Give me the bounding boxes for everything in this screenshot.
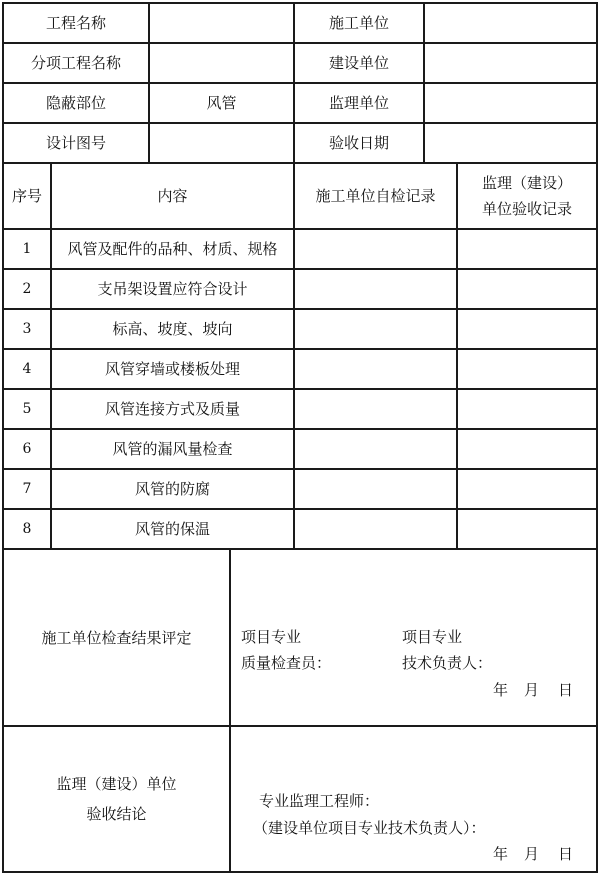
row-number: 7 [22,481,32,497]
self-check-cell[interactable] [295,430,456,468]
supervision-cell[interactable] [458,270,596,308]
row-number: 5 [22,401,32,417]
concealed-part-label: 隐蔽部位 [45,94,106,112]
row-content: 风管穿墙或楼板处理 [104,360,240,378]
inspector-line1: 项目专业 [241,628,302,646]
row-content: 风管的漏风量检查 [112,440,233,458]
project-name-label: 工程名称 [45,14,106,32]
owner-tech-lead: （建设单位项目专业技术负责人）： [253,819,486,837]
self-check-cell[interactable] [295,350,456,388]
conclusion-date-month: 月 [524,845,540,863]
row-number: 2 [22,281,32,297]
construction-unit-value[interactable] [425,4,596,42]
sub-project-value[interactable] [150,44,293,82]
supervision-unit-label: 监理单位 [328,94,389,112]
col-seq-header: 序号 [11,187,42,205]
self-check-cell[interactable] [295,510,456,548]
col-supervision-line2: 单位验收记录 [481,200,572,218]
owner-unit-value[interactable] [425,44,596,82]
supervision-cell[interactable] [458,430,596,468]
supervision-cell[interactable] [458,350,596,388]
inspector-line2: 质量检查员： [241,654,332,672]
row-number: 4 [22,361,32,377]
col-supervision-header [458,164,596,228]
self-check-cell[interactable] [295,470,456,508]
sub-project-label: 分项工程名称 [30,54,121,72]
row-content: 支吊架设置应符合设计 [97,280,248,298]
row-number: 8 [22,521,32,537]
supervision-cell[interactable] [458,390,596,428]
supervision-engineer: 专业监理工程师： [259,792,380,810]
evaluation-date-year: 年 [493,681,509,699]
evaluation-label: 施工单位检查结果评定 [41,628,192,647]
self-check-cell[interactable] [295,270,456,308]
tech-lead-line2: 技术负责人： [402,654,493,672]
evaluation-date-day: 日 [558,681,574,699]
row-content: 风管的保温 [134,520,210,538]
conclusion-date-year: 年 [493,845,509,863]
border-bottom [2,871,598,873]
design-drawing-label: 设计图号 [45,134,106,152]
supervision-cell[interactable] [458,310,596,348]
conclusion-label [4,727,229,871]
self-check-cell[interactable] [295,310,456,348]
conclusion-date-day: 日 [558,845,574,863]
owner-unit-label: 建设单位 [328,54,389,72]
project-name-value[interactable] [150,4,293,42]
concealed-part-value[interactable]: 风管 [206,94,237,112]
col-self-check-header: 施工单位自检记录 [315,187,436,205]
evaluation-signature-area[interactable] [231,550,596,725]
supervision-unit-value[interactable] [425,84,596,122]
row-content: 风管及配件的品种、材质、规格 [67,240,278,258]
conclusion-signature-area[interactable] [231,727,596,871]
row-number: 1 [22,241,32,257]
col-content-header: 内容 [157,187,188,205]
row-content: 风管的防腐 [134,480,210,498]
self-check-cell[interactable] [295,390,456,428]
row-number: 3 [22,321,32,337]
tech-lead-line1: 项目专业 [402,628,463,646]
evaluation-date-month: 月 [524,681,540,699]
row-number: 6 [22,441,32,457]
row-content: 标高、坡度、坡向 [112,320,233,338]
self-check-cell[interactable] [295,230,456,268]
supervision-cell[interactable] [458,230,596,268]
conclusion-label-line1: 监理（建设）单位 [56,775,177,793]
design-drawing-value[interactable] [150,124,293,162]
border-right [596,2,598,873]
supervision-cell[interactable] [458,510,596,548]
construction-unit-label: 施工单位 [328,14,389,32]
row-content: 风管连接方式及质量 [104,400,240,418]
acceptance-date-value[interactable] [425,124,596,162]
col-supervision-line1: 监理（建设） [481,174,572,192]
supervision-cell[interactable] [458,470,596,508]
conclusion-label-line2: 验收结论 [86,805,147,823]
acceptance-date-label: 验收日期 [328,134,389,152]
